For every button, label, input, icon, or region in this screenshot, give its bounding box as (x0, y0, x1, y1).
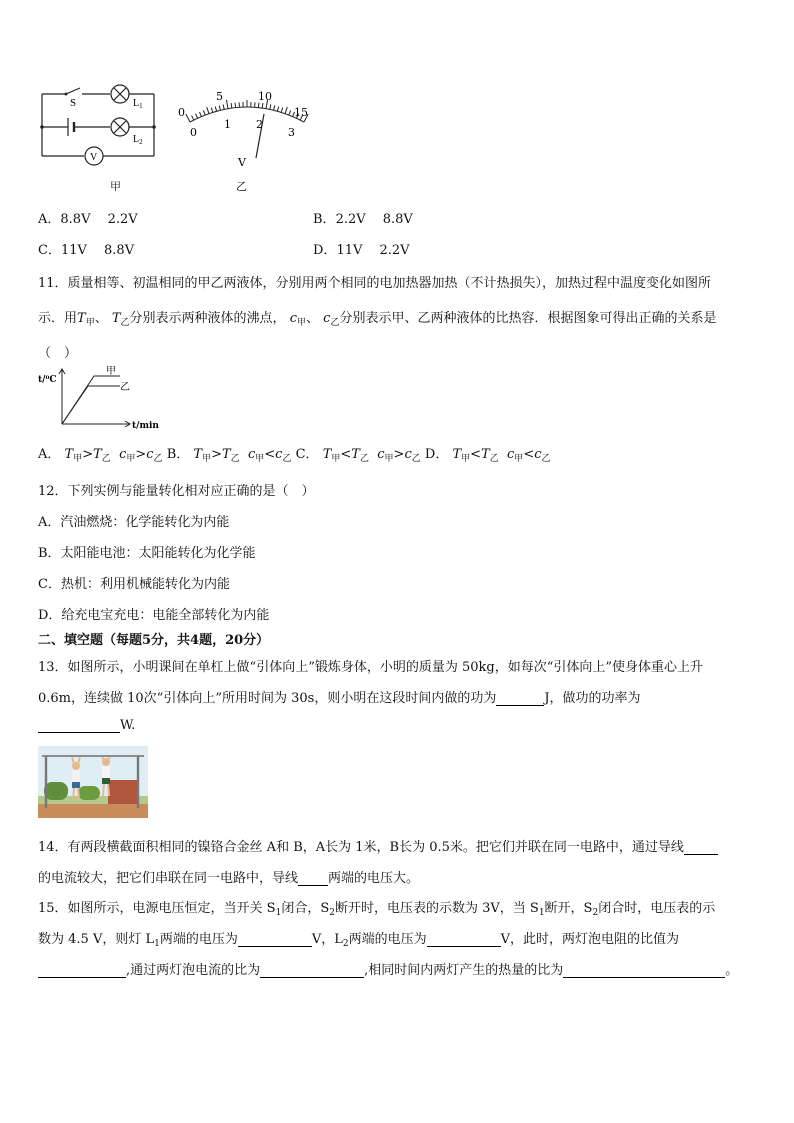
q15-line3: ,通过两灯泡电流的比为 ,相同时间内两灯产生的热量的比为 。 (38, 959, 738, 978)
dial-tick (235, 103, 236, 108)
dial-tick (270, 105, 271, 110)
dial-tick (289, 110, 291, 115)
svg-text:L2 (133, 134, 143, 146)
q10-option-c: C．11V 8.8V (38, 243, 135, 258)
temperature-graph (36, 366, 176, 432)
q14-blank-voltage[interactable] (298, 871, 328, 886)
dial-tick (215, 106, 216, 111)
dial-tick (199, 112, 201, 117)
q12-stem: 12．下列实例与能量转化相对应正确的是（ ） (38, 484, 315, 499)
dial-outer-10: 10 (258, 90, 272, 103)
l1-label: L (133, 98, 140, 109)
q14-line1: 14．有两段横截面积相同的镍铬合金丝 A和 B，A长为 1米，B长为 0.5米。把它们并联在同一电路中，通过导线 (38, 836, 718, 855)
q10-option-a: A．8.8V 2.2V (38, 212, 138, 227)
q10-option-d: D．11V 2.2V (313, 243, 410, 258)
dial-tick (219, 105, 220, 110)
q15-line1: 15．如图所示，电源电压恒定，当开关 $S_1$闭合，$S_2$断开时，电压表的示数为 3V，当 $S_1$断开，$S_2$闭合时，电压表的示 (38, 901, 716, 918)
q15-blank-u2[interactable] (427, 932, 501, 947)
q15-blank-resistance-ratio[interactable] (38, 963, 126, 978)
dial-tick (226, 100, 228, 109)
q11-option-c: C． $T_甲<T_乙$ $c_甲>c_乙$ (295, 447, 421, 464)
q11-line1: 11．质量相等、初温相同的甲乙两液体，分别用两个相同的电加热器加热（不计热损失），加热过程中温度变化如图所 (38, 276, 712, 291)
q13-line3: W. (38, 718, 135, 733)
q13-line2: 0.6m，连续做 10次“引体向上”所用时间为 30s，则小明在这段时间内做的功为 J，做功的功率为 (38, 691, 641, 706)
voltmeter-label: V (90, 152, 98, 163)
dial-outer-15: 15 (294, 106, 308, 119)
l2-sub: 2 (139, 138, 143, 146)
q14-blank-current[interactable] (684, 840, 718, 855)
q15-blank-u1[interactable] (238, 932, 312, 947)
q10-option-b: B．2.2V 8.8V (313, 212, 413, 227)
q12-option-a: A．汽油燃烧：化学能转化为内能 (38, 515, 230, 530)
q11-line2: 示．用$T_甲$、 $T_乙$分别表示两种液体的沸点， $c_甲$、 $c_乙$分别表示甲、乙两种液体的比热容．根据图象可得出正确的关系是 (38, 311, 717, 328)
graph-xlabel: t/min (132, 421, 159, 431)
circuit-diagram (36, 84, 160, 176)
q15-line2: 数为 4.5 V，则灯 $L_1$两端的电压为 V，$L_2$两端的电压为 V，此时，两灯泡电阻的比值为 (38, 932, 680, 949)
q11-options (38, 443, 551, 462)
section-heading: 二、填空题（每题5分，共4题，20分） (38, 633, 270, 648)
q15-blank-current-ratio[interactable] (260, 963, 364, 978)
dial-outer-0: 0 (178, 106, 185, 119)
q14-line2: 的电流较大，把它们串联在同一电路中，导线 两端的电压大。 (38, 871, 420, 886)
q11-option-b: B． $T_甲>T_乙$ $c_甲<c_乙$ (166, 447, 292, 464)
dial-tick (285, 107, 287, 114)
dial-tick (211, 108, 213, 113)
dial-tick (274, 105, 275, 110)
dial-inner-3: 3 (288, 126, 295, 139)
q11-option-d: D． $T_甲<T_乙$ $c_甲<c_乙$ (424, 447, 551, 464)
dial-outer-5: 5 (216, 90, 223, 103)
switch-label: S (70, 97, 77, 109)
dial-inner-2: 2 (256, 118, 263, 131)
graph-label-jia: 甲 (106, 366, 116, 377)
svg-text:L1 (133, 98, 143, 110)
q13-blank-work[interactable] (496, 691, 544, 706)
q11-option-a: A． $T_甲>T_乙$ $c_甲>c_乙$ (38, 447, 163, 464)
dial-tick (231, 103, 232, 108)
dial-unit: V (238, 156, 246, 169)
caption-yi: 乙 (236, 180, 247, 193)
caption-jia: 甲 (110, 180, 121, 193)
dial-tick (277, 106, 278, 111)
pullup-illustration (38, 746, 148, 818)
dial-tick (258, 103, 259, 108)
dial-tick (196, 114, 198, 119)
q15-blank-heat-ratio[interactable] (563, 963, 725, 978)
dial-tick (223, 105, 224, 110)
q13-line1: 13．如图所示，小明课间在单杠上做“引体向上”锻炼身体，小明的质量为 50kg，如每次“引体向上”使身体重心上升 (38, 660, 704, 675)
l2-label: L (133, 134, 140, 145)
dial-tick (203, 110, 205, 115)
q12-option-b: B．太阳能电池：太阳能转化为化学能 (38, 546, 256, 561)
dial-tick (192, 116, 194, 120)
dial-inner-0: 0 (190, 126, 197, 139)
q12-option-d: D．给充电宝充电：电能全部转化为内能 (38, 608, 270, 623)
dial-tick (207, 107, 209, 114)
q11-paren: （ ） (38, 346, 78, 361)
dial-tick (186, 114, 190, 122)
q12-option-c: C．热机：利用机械能转化为内能 (38, 577, 230, 592)
q13-blank-power[interactable] (38, 718, 120, 733)
l1-sub: 1 (139, 102, 143, 110)
graph-ylabel: t/⁰C (38, 375, 57, 385)
dial-inner-1: 1 (224, 118, 231, 131)
voltmeter-dial (172, 84, 322, 176)
dial-tick (262, 103, 263, 108)
graph-label-yi: 乙 (120, 382, 130, 393)
dial-tick (281, 108, 283, 113)
